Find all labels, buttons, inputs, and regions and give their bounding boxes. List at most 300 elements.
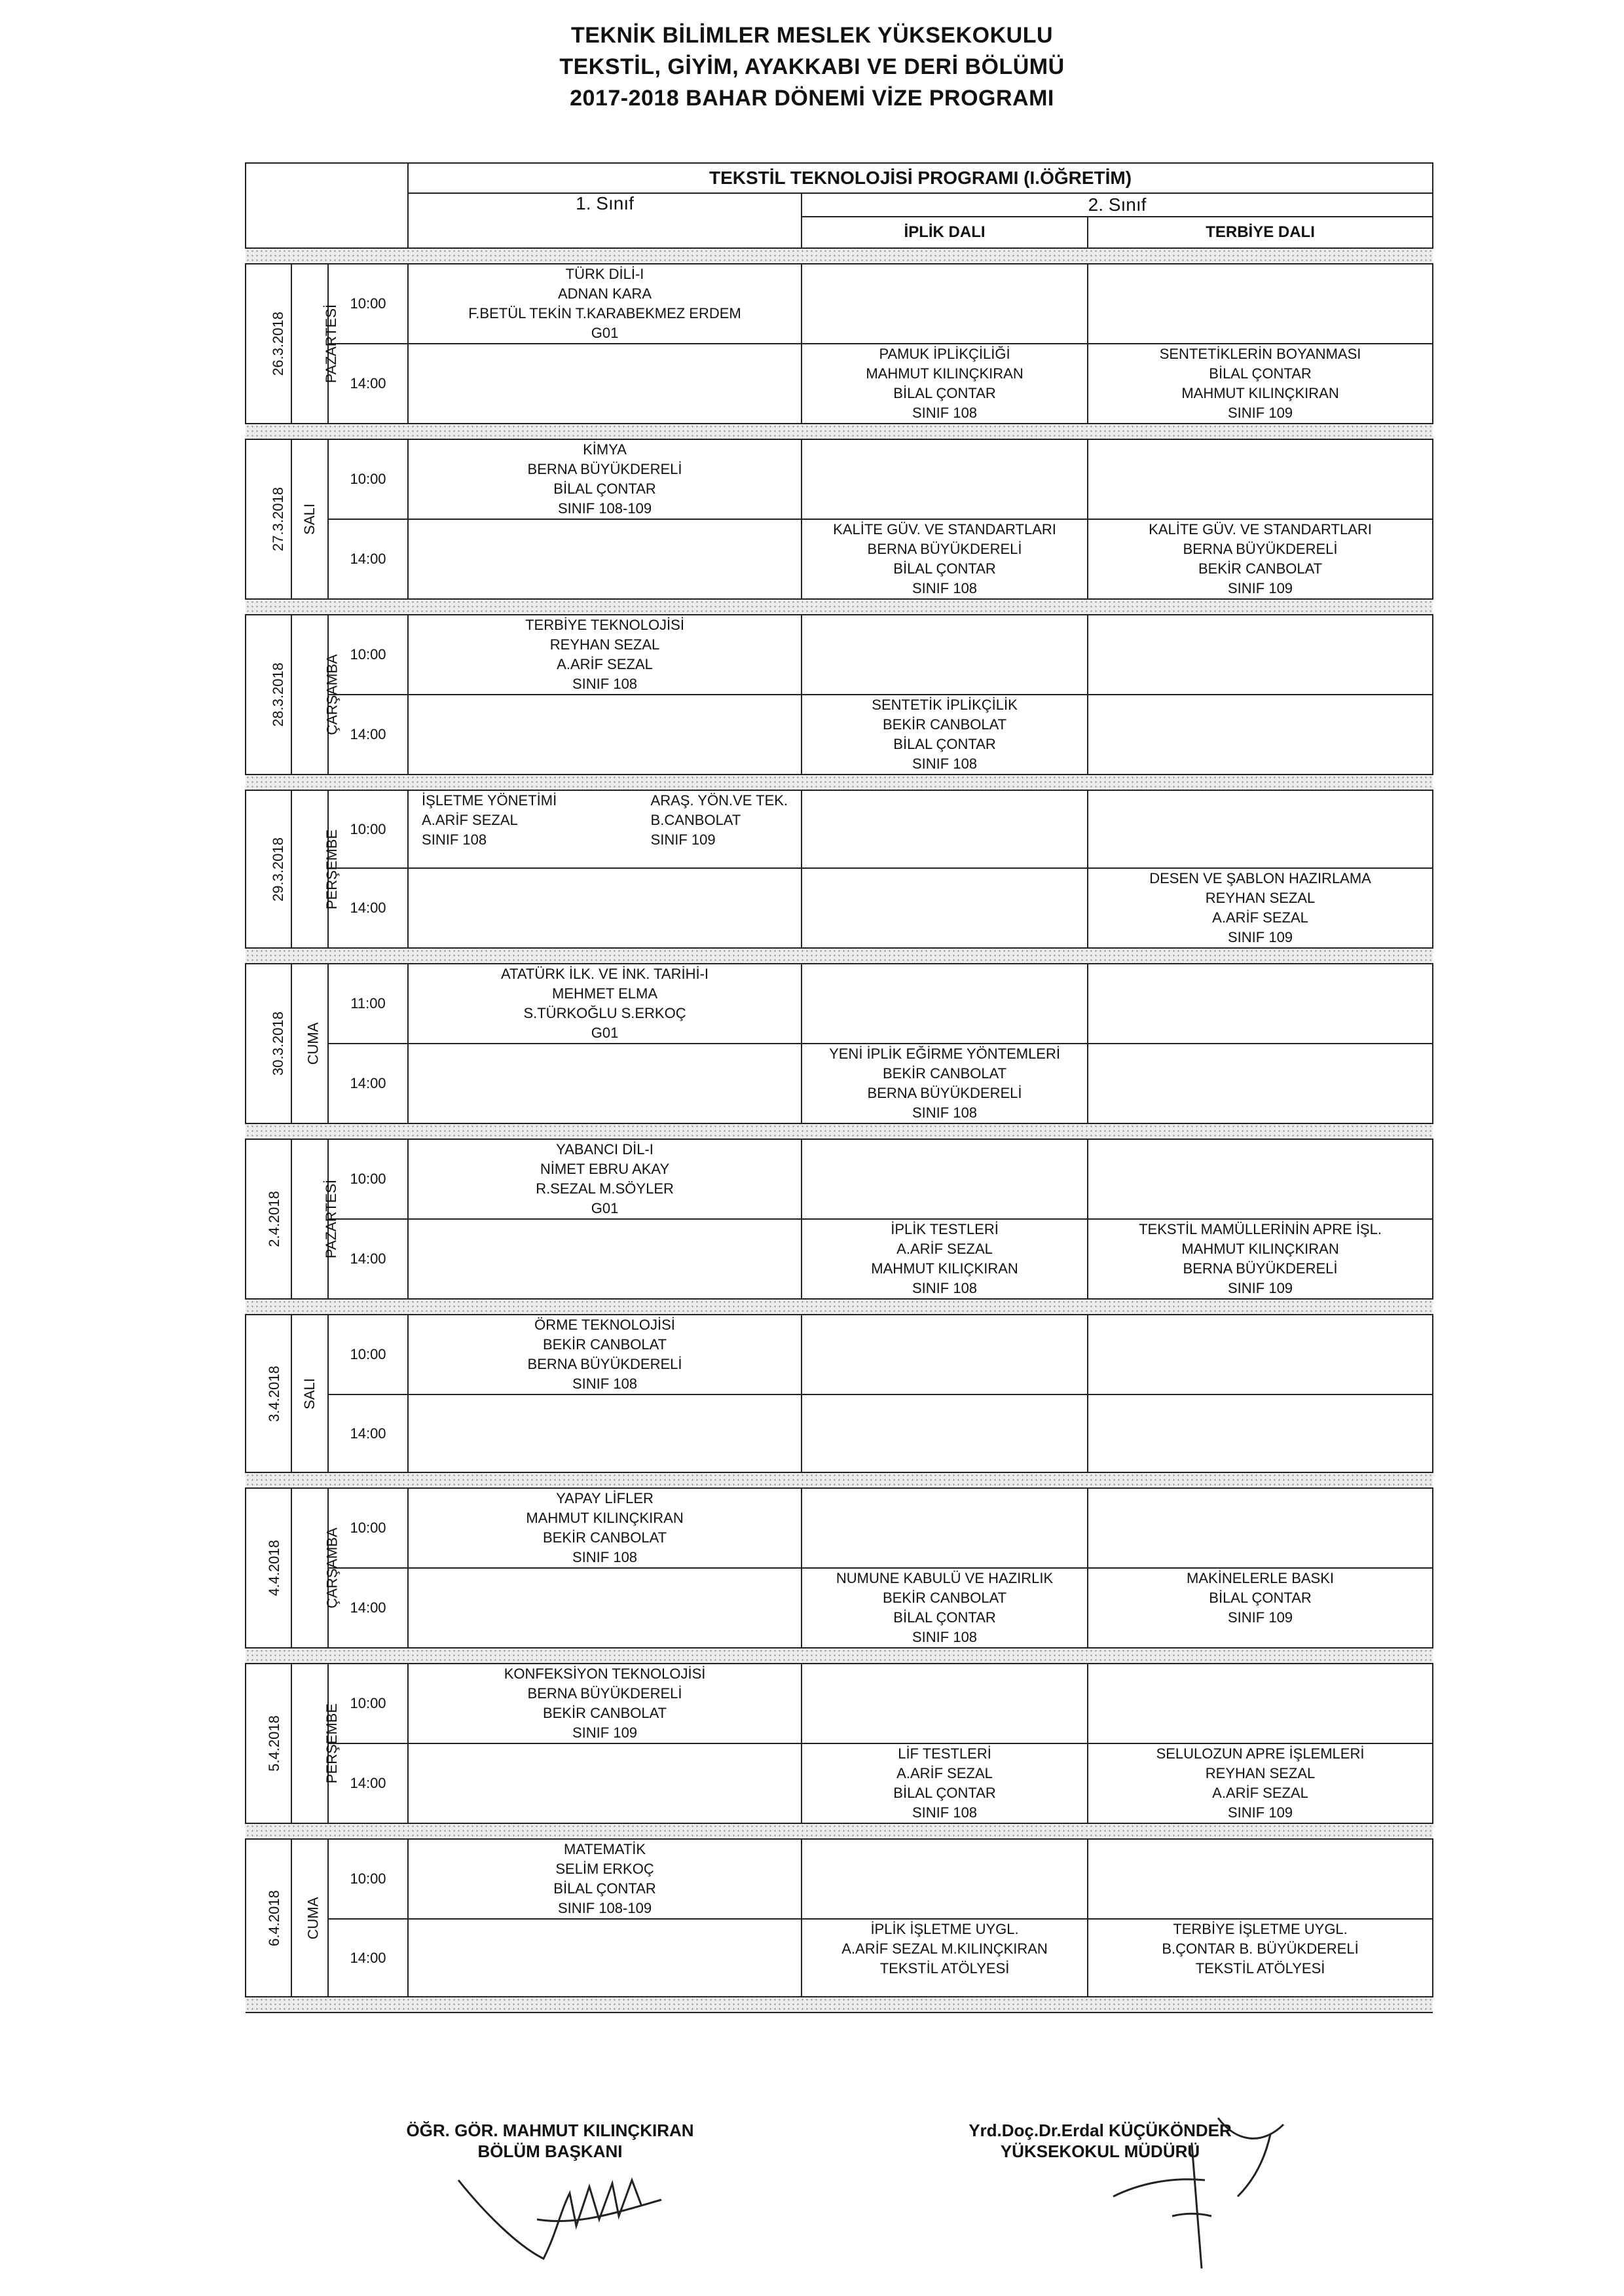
exam-entry xyxy=(802,695,1087,774)
date-cell xyxy=(246,790,291,948)
exam-entry-line: ÖRME TEKNOLOJİSİ xyxy=(534,1317,675,1333)
weekday-label: SALI xyxy=(301,1377,318,1410)
class1-cell xyxy=(408,1219,802,1299)
day-separator xyxy=(246,1299,1433,1315)
exam-entry-line: BEKİR CANBOLAT xyxy=(542,1705,667,1721)
exam-entry-line: ATATÜRK İLK. VE İNK. TARİHİ-I xyxy=(501,966,709,982)
date-label: 2.4.2018 xyxy=(265,1191,282,1247)
time-cell: 14:00 xyxy=(328,695,408,774)
schedule-row xyxy=(246,790,1433,868)
exam-entry-line: B.ÇONTAR B. BÜYÜKDERELİ xyxy=(1162,1941,1359,1957)
exam-entry-line: BERNA BÜYÜKDERELİ xyxy=(527,1356,682,1372)
schedule-row xyxy=(246,1394,1433,1472)
exam-entry-line: SELİM ERKOÇ xyxy=(555,1861,654,1877)
exam-entry xyxy=(1088,520,1432,598)
class1-cell xyxy=(408,615,802,695)
exam-entry-line: A.ARİF SEZAL xyxy=(1212,909,1308,926)
exam-entry xyxy=(409,1664,801,1743)
exam-entry-line: BEKİR CANBOLAT xyxy=(1198,560,1323,577)
exam-entry-line: SINIF 108 xyxy=(912,756,978,772)
date-label: 30.3.2018 xyxy=(269,1011,286,1076)
separator-cell xyxy=(246,948,1433,964)
exam-entry-line: YAPAY LİFLER xyxy=(556,1490,654,1506)
date-cell xyxy=(246,615,291,774)
time-cell: 10:00 xyxy=(328,1315,408,1394)
exam-entry-line: NİMET EBRU AKAY xyxy=(540,1161,670,1177)
exam-entry-line: KALİTE GÜV. VE STANDARTLARI xyxy=(833,521,1056,538)
date-cell xyxy=(246,1488,291,1648)
exam-entry-line: A.ARİF SEZAL M.KILINÇKIRAN xyxy=(841,1941,1048,1957)
terbiye-cell xyxy=(1088,1139,1433,1219)
schedule-row xyxy=(246,695,1433,774)
exam-entry-line: G01 xyxy=(591,1025,619,1041)
class1-cell xyxy=(408,790,802,868)
class2-header: 2. Sınıf xyxy=(802,193,1433,217)
exam-entry-line: REYHAN SEZAL xyxy=(1205,1765,1316,1781)
terbiye-cell xyxy=(1088,1219,1433,1299)
department-name: TEKSTİL, GİYİM, AYAKKABI VE DERİ BÖLÜMÜ xyxy=(559,54,1065,79)
exam-entry-line: MAHMUT KILIÇKIRAN xyxy=(871,1260,1018,1277)
exam-entry-line: MAHMUT KILINÇKIRAN xyxy=(1181,1241,1339,1257)
day-separator xyxy=(246,1823,1433,1839)
terbiye-cell xyxy=(1088,439,1433,519)
exam-entry-line: KALİTE GÜV. VE STANDARTLARI xyxy=(1149,521,1372,538)
department-head-title: BÖLÜM BAŞKANI xyxy=(477,2141,623,2161)
exam-schedule-table xyxy=(245,162,1433,2013)
terbiye-cell xyxy=(1088,1839,1433,1919)
class1-cell xyxy=(408,1394,802,1472)
schedule-title: 2017-2018 BAHAR DÖNEMİ VİZE PROGRAMI xyxy=(570,86,1054,111)
exam-entry-line: YABANCI DİL-I xyxy=(556,1141,654,1157)
split-entry-column xyxy=(651,791,788,850)
exam-entry-line: SINIF 108 xyxy=(912,1104,978,1121)
exam-entry xyxy=(802,1920,1087,1978)
iplik-cell xyxy=(802,1919,1088,1997)
iplik-cell xyxy=(802,439,1088,519)
exam-entry-line: NUMUNE KABULÜ VE HAZIRLIK xyxy=(836,1570,1054,1586)
separator-cell xyxy=(246,599,1433,615)
terbiye-cell xyxy=(1088,264,1433,344)
exam-entry-line: TERBİYE TEKNOLOJİSİ xyxy=(525,617,684,633)
exam-entry-line: MEHMET ELMA xyxy=(552,985,657,1002)
header-corner xyxy=(246,163,408,248)
exam-entry-line: BEKİR CANBOLAT xyxy=(882,1590,1007,1606)
schedule-row xyxy=(246,264,1433,344)
split-entry-column xyxy=(422,791,557,850)
exam-entry-line: MAHMUT KILINÇKIRAN xyxy=(1181,385,1339,401)
exam-entry xyxy=(1088,869,1432,947)
exam-entry xyxy=(409,1489,801,1567)
exam-entry-line: SINIF 108 xyxy=(912,1629,978,1645)
weekday-label: ÇARŞAMBA xyxy=(323,1527,341,1609)
schedule-row xyxy=(246,344,1433,424)
exam-entry-line: G01 xyxy=(591,325,619,341)
exam-entry-line: SINIF 108-109 xyxy=(557,500,652,517)
exam-entry-line: S.TÜRKOĞLU S.ERKOÇ xyxy=(523,1005,686,1021)
split-entry xyxy=(409,791,801,850)
schedule-row xyxy=(246,615,1433,695)
schedule-row xyxy=(246,1219,1433,1299)
time-cell: 14:00 xyxy=(328,1568,408,1648)
exam-entry-line: PAMUK İPLİKÇİLİĞİ xyxy=(879,346,1010,362)
weekday-cell xyxy=(291,1839,328,1997)
exam-entry-line: DESEN VE ŞABLON HAZIRLAMA xyxy=(1149,870,1371,886)
exam-entry-line: KİMYA xyxy=(583,441,627,458)
exam-entry-line: BİLAL ÇONTAR xyxy=(893,385,996,401)
exam-entry-line: SINIF 108 xyxy=(912,580,978,596)
day-separator xyxy=(246,1997,1433,2013)
separator-cell xyxy=(246,1123,1433,1139)
exam-entry-line: BEKİR CANBOLAT xyxy=(542,1529,667,1546)
schedule-row xyxy=(246,1315,1433,1394)
exam-entry xyxy=(1088,1569,1432,1628)
date-cell xyxy=(246,1664,291,1823)
iplik-cell xyxy=(802,1488,1088,1568)
terbiye-cell xyxy=(1088,1044,1433,1123)
exam-entry-line: BİLAL ÇONTAR xyxy=(893,1785,996,1801)
exam-entry-line: MAHMUT KILINÇKIRAN xyxy=(866,365,1024,382)
schedule-row xyxy=(246,1664,1433,1743)
date-label: 28.3.2018 xyxy=(269,663,286,727)
terbiye-cell xyxy=(1088,615,1433,695)
weekday-cell xyxy=(291,264,340,424)
class1-cell xyxy=(408,519,802,599)
exam-entry-line: SINIF 108 xyxy=(912,1280,978,1296)
class1-cell xyxy=(408,1568,802,1648)
exam-entry-line: SINIF 109 xyxy=(572,1724,638,1741)
exam-entry-line: BİLAL ÇONTAR xyxy=(893,1609,996,1626)
iplik-cell xyxy=(802,964,1088,1044)
day-separator xyxy=(246,424,1433,439)
class1-header: 1. Sınıf xyxy=(408,193,802,248)
exam-entry xyxy=(802,344,1087,423)
exam-entry-line: TEKSTİL ATÖLYESİ xyxy=(879,1960,1010,1977)
exam-entry-line: BERNA BÜYÜKDERELİ xyxy=(527,1685,682,1702)
schedule-body xyxy=(246,248,1433,2013)
time-cell: 14:00 xyxy=(328,1219,408,1299)
terbiye-cell xyxy=(1088,344,1433,424)
weekday-label: PAZARTESİ xyxy=(323,1179,340,1259)
exam-entry-line: MAKİNELERLE BASKI xyxy=(1187,1570,1335,1586)
date-cell xyxy=(246,439,291,599)
iplik-cell xyxy=(802,519,1088,599)
time-cell: 10:00 xyxy=(328,790,408,868)
exam-entry-line: SINIF 108 xyxy=(422,831,487,848)
date-label: 4.4.2018 xyxy=(265,1540,282,1596)
date-label: 29.3.2018 xyxy=(269,837,286,902)
terbiye-dali-header: TERBİYE DALI xyxy=(1088,217,1433,248)
weekday-label: PERŞEMBE xyxy=(323,1703,341,1784)
weekday-cell xyxy=(291,790,341,948)
exam-entry-line: REYHAN SEZAL xyxy=(1205,890,1316,906)
time-cell: 10:00 xyxy=(328,1139,408,1219)
separator-cell xyxy=(246,1997,1433,2013)
exam-entry-line: BEKİR CANBOLAT xyxy=(542,1336,667,1353)
exam-entry-line: SINIF 109 xyxy=(650,831,716,848)
date-cell xyxy=(246,1139,291,1299)
terbiye-cell xyxy=(1088,1919,1433,1997)
document-header xyxy=(0,20,1624,114)
time-cell: 14:00 xyxy=(328,868,408,948)
schedule-row xyxy=(246,519,1433,599)
schedule-row xyxy=(246,1139,1433,1219)
signature-right xyxy=(1074,2105,1310,2282)
separator-cell xyxy=(246,424,1433,439)
schedule-row xyxy=(246,1839,1433,1919)
program-header: TEKSTİL TEKNOLOJİSİ PROGRAMI (I.ÖĞRETİM) xyxy=(408,163,1433,193)
weekday-cell xyxy=(291,1315,328,1472)
exam-entry-line: BİLAL ÇONTAR xyxy=(893,736,996,752)
exam-entry-line: SINIF 109 xyxy=(1228,1609,1293,1626)
exam-entry-line: ADNAN KARA xyxy=(558,285,652,302)
exam-entry-line: BERNA BÜYÜKDERELİ xyxy=(1183,1260,1338,1277)
exam-entry-line: REYHAN SEZAL xyxy=(549,636,660,653)
day-separator xyxy=(246,948,1433,964)
terbiye-cell xyxy=(1088,1488,1433,1568)
exam-entry-line: BİLAL ÇONTAR xyxy=(553,481,656,497)
weekday-label: CUMA xyxy=(304,1897,322,1939)
exam-entry xyxy=(409,1140,801,1218)
day-separator xyxy=(246,248,1433,264)
day-separator xyxy=(246,1472,1433,1488)
exam-entry xyxy=(409,264,801,343)
exam-entry xyxy=(802,520,1087,598)
weekday-cell xyxy=(291,964,328,1123)
terbiye-cell xyxy=(1088,1394,1433,1472)
time-cell: 10:00 xyxy=(328,439,408,519)
exam-entry-line: SENTETİK İPLİKÇİLİK xyxy=(872,697,1018,713)
exam-entry-line: SINIF 109 xyxy=(1228,1804,1293,1821)
terbiye-cell xyxy=(1088,1743,1433,1823)
exam-entry-line: BERNA BÜYÜKDERELİ xyxy=(527,461,682,477)
exam-entry-line: İPLİK İŞLETME UYGL. xyxy=(870,1921,1019,1937)
class1-cell xyxy=(408,868,802,948)
exam-entry xyxy=(409,615,801,694)
exam-entry-line: SENTETİKLERİN BOYANMASI xyxy=(1159,346,1361,362)
separator-cell xyxy=(246,1648,1433,1664)
exam-entry-line: SINIF 108 xyxy=(572,676,638,692)
weekday-label: SALI xyxy=(301,503,318,535)
date-label: 3.4.2018 xyxy=(265,1365,282,1422)
day-separator xyxy=(246,1648,1433,1664)
iplik-cell xyxy=(802,344,1088,424)
signature-left xyxy=(445,2154,681,2265)
exam-entry-line: TERBİYE İŞLETME UYGL. xyxy=(1173,1921,1348,1937)
time-cell: 14:00 xyxy=(328,1919,408,1997)
separator-cell xyxy=(246,1823,1433,1839)
schedule-row xyxy=(246,439,1433,519)
exam-entry-line: BİLAL ÇONTAR xyxy=(1209,365,1312,382)
exam-entry-line: SINIF 109 xyxy=(1228,405,1293,421)
time-cell: 10:00 xyxy=(328,264,408,344)
date-cell xyxy=(246,1839,291,1997)
date-label: 27.3.2018 xyxy=(269,487,286,551)
iplik-cell xyxy=(802,1315,1088,1394)
exam-entry xyxy=(802,1044,1087,1123)
terbiye-cell xyxy=(1088,1315,1433,1394)
iplik-cell xyxy=(802,695,1088,774)
exam-entry-line: BİLAL ÇONTAR xyxy=(553,1880,656,1897)
iplik-cell xyxy=(802,1219,1088,1299)
schedule-row xyxy=(246,1488,1433,1568)
weekday-cell xyxy=(291,1488,341,1648)
exam-entry-line: BERNA BÜYÜKDERELİ xyxy=(867,541,1022,557)
exam-entry xyxy=(409,964,801,1043)
director-name: Yrd.Doç.Dr.Erdal KÜÇÜKÖNDER xyxy=(969,2121,1232,2140)
terbiye-cell xyxy=(1088,790,1433,868)
weekday-cell xyxy=(291,439,328,599)
iplik-cell xyxy=(802,1664,1088,1743)
exam-entry xyxy=(1088,1920,1432,1978)
iplik-cell xyxy=(802,1839,1088,1919)
exam-entry-line: SINIF 108 xyxy=(912,405,978,421)
class1-cell xyxy=(408,1839,802,1919)
exam-entry-line: BERNA BÜYÜKDERELİ xyxy=(1183,541,1338,557)
weekday-label: CUMA xyxy=(304,1022,322,1065)
exam-entry-line: TEKSTİL ATÖLYESİ xyxy=(1195,1960,1325,1977)
exam-entry-line: SINIF 108 xyxy=(572,1549,638,1565)
exam-entry-line: İPLİK TESTLERİ xyxy=(891,1221,999,1237)
terbiye-cell xyxy=(1088,1664,1433,1743)
class1-cell xyxy=(408,964,802,1044)
exam-entry xyxy=(1088,1220,1432,1298)
exam-entry-line: BEKİR CANBOLAT xyxy=(882,716,1007,733)
time-cell: 14:00 xyxy=(328,519,408,599)
exam-entry-line: G01 xyxy=(591,1200,619,1216)
exam-entry-line: ARAŞ. YÖN.VE TEK. xyxy=(650,792,788,809)
date-label: 5.4.2018 xyxy=(265,1715,282,1772)
iplik-dali-header: İPLİK DALI xyxy=(802,217,1088,248)
date-cell xyxy=(246,964,291,1123)
class1-cell xyxy=(408,1044,802,1123)
exam-entry xyxy=(409,1840,801,1918)
schedule-row xyxy=(246,1743,1433,1823)
exam-entry-line: A.ARİF SEZAL xyxy=(557,656,653,672)
exam-entry-line: SINIF 108 xyxy=(572,1376,638,1392)
weekday-cell xyxy=(291,1664,341,1823)
iplik-cell xyxy=(802,1394,1088,1472)
schedule-row xyxy=(246,1044,1433,1123)
exam-entry-line: MATEMATİK xyxy=(563,1841,646,1857)
exam-entry-line: BİLAL ÇONTAR xyxy=(893,560,996,577)
class1-cell xyxy=(408,1139,802,1219)
time-cell: 11:00 xyxy=(328,964,408,1044)
weekday-cell xyxy=(291,1139,340,1299)
time-cell: 10:00 xyxy=(328,615,408,695)
time-cell: 14:00 xyxy=(328,1743,408,1823)
department-head-name: ÖĞR. GÖR. MAHMUT KILINÇKIRAN xyxy=(406,2121,694,2140)
exam-entry-line: R.SEZAL M.SÖYLER xyxy=(536,1180,674,1197)
exam-entry-line: İŞLETME YÖNETİMİ xyxy=(422,792,557,809)
time-cell: 10:00 xyxy=(328,1664,408,1743)
exam-entry xyxy=(1088,344,1432,423)
date-label: 6.4.2018 xyxy=(265,1889,282,1946)
schedule-row xyxy=(246,868,1433,948)
day-separator xyxy=(246,774,1433,790)
class1-cell xyxy=(408,1315,802,1394)
iplik-cell xyxy=(802,1044,1088,1123)
time-cell: 14:00 xyxy=(328,1394,408,1472)
exam-entry-line: A.ARİF SEZAL xyxy=(896,1765,993,1781)
day-separator xyxy=(246,1123,1433,1139)
class1-cell xyxy=(408,439,802,519)
weekday-label: PAZARTESİ xyxy=(323,304,340,384)
class1-cell xyxy=(408,344,802,424)
exam-entry-line: A.ARİF SEZAL xyxy=(422,812,518,828)
exam-entry-line: BERNA BÜYÜKDERELİ xyxy=(867,1085,1022,1101)
exam-entry-line: BİLAL ÇONTAR xyxy=(1209,1590,1312,1606)
exam-entry-line: SINIF 108 xyxy=(912,1804,978,1821)
schedule-row xyxy=(246,1568,1433,1648)
iplik-cell xyxy=(802,790,1088,868)
terbiye-cell xyxy=(1088,519,1433,599)
exam-entry-line: A.ARİF SEZAL xyxy=(896,1241,993,1257)
time-cell: 10:00 xyxy=(328,1839,408,1919)
iplik-cell xyxy=(802,1568,1088,1648)
exam-entry-line: SINIF 108-109 xyxy=(557,1900,652,1916)
exam-entry-line: YENİ İPLİK EĞİRME YÖNTEMLERİ xyxy=(829,1046,1060,1062)
exam-entry-line: A.ARİF SEZAL xyxy=(1212,1785,1308,1801)
time-cell: 14:00 xyxy=(328,344,408,424)
exam-entry-line: KONFEKSİYON TEKNOLOJİSİ xyxy=(504,1666,706,1682)
date-cell xyxy=(246,1315,291,1472)
iplik-cell xyxy=(802,868,1088,948)
weekday-label: PERŞEMBE xyxy=(323,829,341,909)
iplik-cell xyxy=(802,264,1088,344)
class1-cell xyxy=(408,1743,802,1823)
exam-entry-line: SINIF 109 xyxy=(1228,929,1293,945)
time-cell: 10:00 xyxy=(328,1488,408,1568)
schedule-row xyxy=(246,964,1433,1044)
exam-entry-line: LİF TESTLERİ xyxy=(898,1745,991,1762)
time-cell: 14:00 xyxy=(328,1044,408,1123)
class1-cell xyxy=(408,1919,802,1997)
exam-entry-line: TEKSTİL MAMÜLLERİNİN APRE İŞL. xyxy=(1139,1221,1382,1237)
exam-entry xyxy=(1088,1744,1432,1823)
iplik-cell xyxy=(802,615,1088,695)
terbiye-cell xyxy=(1088,1568,1433,1648)
director-title: YÜKSEKOKUL MÜDÜRÜ xyxy=(1000,2141,1200,2161)
separator-cell xyxy=(246,248,1433,264)
separator-cell xyxy=(246,1299,1433,1315)
exam-entry-line: MAHMUT KILINÇKIRAN xyxy=(526,1510,684,1526)
exam-entry-line: TÜRK DİLİ-I xyxy=(565,266,644,282)
exam-entry-line: BEKİR CANBOLAT xyxy=(882,1065,1007,1082)
exam-entry xyxy=(802,1220,1087,1298)
class1-cell xyxy=(408,264,802,344)
exam-entry-line: SINIF 109 xyxy=(1228,580,1293,596)
separator-cell xyxy=(246,774,1433,790)
class1-cell xyxy=(408,1664,802,1743)
date-label: 26.3.2018 xyxy=(269,312,286,376)
class1-cell xyxy=(408,1488,802,1568)
exam-entry xyxy=(409,1315,801,1394)
exam-entry xyxy=(802,1569,1087,1647)
schedule-row xyxy=(246,1919,1433,1997)
terbiye-cell xyxy=(1088,695,1433,774)
weekday-cell xyxy=(291,615,341,774)
iplik-cell xyxy=(802,1139,1088,1219)
day-separator xyxy=(246,599,1433,615)
class1-cell xyxy=(408,695,802,774)
terbiye-cell xyxy=(1088,964,1433,1044)
terbiye-cell xyxy=(1088,868,1433,948)
weekday-label: ÇARŞAMBA xyxy=(323,654,341,735)
exam-entry-line: SELULOZUN APRE İŞLEMLERİ xyxy=(1156,1745,1365,1762)
exam-entry xyxy=(802,1744,1087,1823)
exam-entry xyxy=(409,440,801,519)
separator-cell xyxy=(246,1472,1433,1488)
